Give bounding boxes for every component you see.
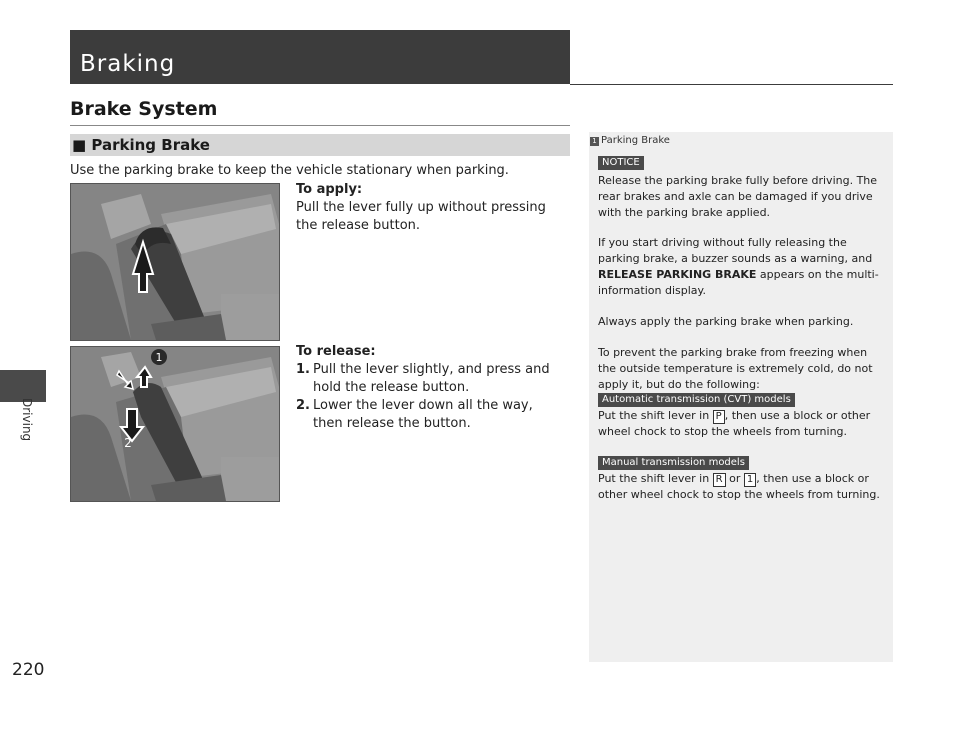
- chapter-label-container: [20, 398, 36, 458]
- header-rule: [570, 84, 893, 85]
- apply-instruction: Pull the lever fully up without pressing the release button.: [296, 200, 546, 233]
- release-parking-brake-message: RELEASE PARKING BRAKE: [598, 268, 757, 281]
- notice-badge: NOTICE: [598, 156, 644, 170]
- page-title: Braking: [80, 51, 176, 77]
- note-title-text: Parking Brake: [601, 135, 670, 146]
- manual-models-badge: Manual transmission models: [598, 456, 749, 470]
- notice-text: Release the parking brake fully before driving. The rear brakes and axle can be damaged if you drive with the parking brake applied.: [598, 174, 878, 219]
- cvt-instruction: [598, 408, 884, 440]
- parking-brake-release-illustration: [70, 346, 280, 502]
- step-text: Pull the lever slightly, and press and hold the release button.: [313, 362, 550, 395]
- step-text: Lower the lever down all the way, then release the button.: [313, 398, 533, 431]
- subsection-title: ■ Parking Brake: [72, 136, 210, 154]
- cvt-models-badge: Automatic transmission (CVT) models: [598, 393, 795, 407]
- release-step-2: [296, 397, 564, 433]
- mt-or: or: [725, 472, 744, 485]
- release-step-1: [296, 361, 564, 397]
- note-title: [590, 135, 670, 146]
- shift-key-r: R: [713, 473, 726, 487]
- buzzer-warning-text: [598, 235, 884, 299]
- cvt-after: , then use a block or other wheel chock to stop the wheels from turning.: [598, 409, 871, 438]
- freezing-prevention-text: To prevent the parking brake from freezing when the outside temperature is extremely cold, do not apply it, but do the following:: [598, 346, 873, 391]
- mt-after: , then use a block or other wheel chock to stop the wheels from turning.: [598, 472, 880, 501]
- section-rule: [70, 125, 570, 126]
- callout-2-label: 2: [124, 436, 132, 450]
- step-number: 1.: [296, 362, 310, 377]
- step-number: 2.: [296, 398, 310, 413]
- p2-before: If you start driving without fully releasing the parking brake, a buzzer sounds as a warning, and: [598, 236, 873, 265]
- shift-key-1: 1: [744, 473, 756, 487]
- release-heading: To release:: [296, 344, 376, 359]
- reference-icon: 1: [590, 137, 599, 146]
- p2-after: appears on the multi-information display.: [598, 268, 879, 297]
- intro-text: Use the parking brake to keep the vehicle stationary when parking.: [70, 163, 509, 178]
- shift-key-p: P: [713, 410, 725, 424]
- cvt-before: Put the shift lever in: [598, 409, 713, 422]
- page-number: 220: [12, 660, 45, 680]
- chapter-label: Driving: [20, 398, 34, 442]
- callout-1-label: 1: [155, 351, 163, 364]
- apply-illustration-svg: [71, 184, 279, 340]
- release-illustration-svg: [71, 347, 279, 501]
- mt-before: Put the shift lever in: [598, 472, 713, 485]
- apply-when-parking-text: Always apply the parking brake when parking.: [598, 315, 854, 328]
- section-title: Brake System: [70, 98, 218, 120]
- parking-brake-apply-illustration: [70, 183, 280, 341]
- apply-heading: To apply:: [296, 182, 363, 197]
- manual-instruction: [598, 471, 884, 503]
